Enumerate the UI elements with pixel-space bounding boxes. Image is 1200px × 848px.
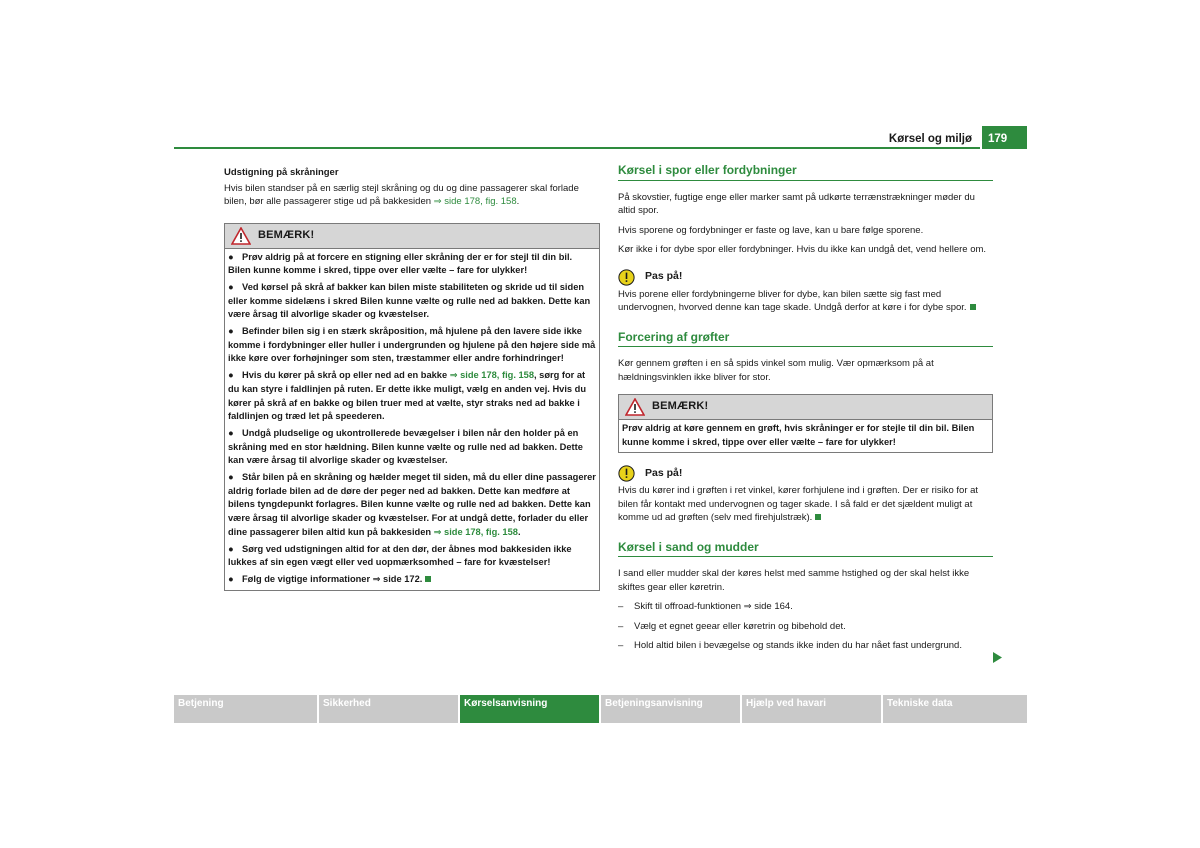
bullet-reference-link[interactable]: ⇒ side 178, fig. 158 xyxy=(449,370,535,381)
warning-bullet: ● Undgå pludselige og ukontrollerede bevægelser i bilen når den holder på en skråning med en stor hældning. Bilen kunne vælte og rulle ned ad bakken. Dette kan være årsag til alvorlige skader og kvæstelser. xyxy=(228,427,583,466)
section-heading-ditches: Forcering af grøfter xyxy=(618,331,993,348)
chapter-title: Kørsel og miljø xyxy=(888,133,972,145)
tab-betjeningsanvisning[interactable]: Betjeningsanvisning xyxy=(601,695,740,723)
subheading-exit-on-slopes: Udstigning på skråninger xyxy=(224,167,339,178)
section-heading-ruts: Kørsel i spor eller fordybninger xyxy=(618,164,993,181)
list-item: – Skift til offroad-funktionen ⇒ side 164. xyxy=(618,601,793,613)
tab-korselsanvisning[interactable]: Kørselsanvisning xyxy=(460,695,599,723)
caution-text: Hvis du kører ind i grøften i ret vinkel, kører forhjulene ind i grøften. Der er risiko for at bilen får kontakt med undervognen og tager skade. I så fald er det sjældent muligt at komme ud ad grøften (selv med firehjulstræk). xyxy=(618,485,979,524)
bullet-reference-link[interactable]: ⇒ side 178, fig. 158 xyxy=(433,526,518,537)
end-marker-icon xyxy=(425,576,431,582)
paragraph: Kør gennem grøften i en så spids vinkel som mulig. Vær opmærksom på at hældningsvinklen ikke bliver for stor. xyxy=(618,358,934,383)
bullet-icon: ● xyxy=(228,370,234,381)
warning-bullet: ● Prøv aldrig på at forcere en stigning eller skråning der er for stejl til din bil. Bilen kunne komme i skred, tippe over eller vælte – fare for ulykker! xyxy=(228,251,573,276)
list-item: – Hold altid bilen i bevægelse og stands ikke inden du har nået fast undergrund. xyxy=(618,640,962,652)
warning-triangle-icon xyxy=(231,227,251,245)
list-item: – Vælg et egnet geear eller køretrin og bibehold det. xyxy=(618,620,846,632)
caution-header xyxy=(618,269,993,286)
warning-bullet: ● Hvis du kører på skrå op eller ned ad en bakke ⇒ side 178, fig. 158, sørg for at du kan styre i faldlinjen på ruten. Er dette ikke muligt, vælg en anden vej. Hvis du kører på skrå af en bakke og bilen truer med at vælte, styr straks ned ad bakke i faldlinjen og træd let på speederen. xyxy=(228,370,587,422)
end-marker-icon xyxy=(970,304,976,310)
right-column xyxy=(618,164,993,659)
bullet-icon: ● xyxy=(228,251,234,262)
warning-body: Prøv aldrig at køre gennem en grøft, hvis skråninger er for stejle til din bil. Bilen kunne komme i skred, tippe over eller vælte – fare for ulykker! xyxy=(622,423,975,447)
bullet-icon: ● xyxy=(228,281,234,292)
bullet-icon: ● xyxy=(228,543,234,554)
end-marker-icon xyxy=(815,514,821,520)
warning-bullet: ● Står bilen på en skråning og hælder meget til siden, må du eller dine passagerer aldrig forlade bilen ad de døre der peger ned ad bakken. Dette kan medføre at bilens tyngdepunkt forlagres. Bilen kunne vælte og rulle ned ad bakken. Dette kan være årsag til alvorlige skader og kvæstelser. For at undgå dette, forlader du eller dine passagerer bilen altid kun på bakkesiden ⇒ side 178, fig. 158. xyxy=(228,472,596,537)
warning-box xyxy=(618,394,993,453)
section-heading-sand-mud: Kørsel i sand og mudder xyxy=(618,541,993,558)
intro-paragraph: Hvis bilen standser på en særlig stejl skråning og du og dine passagerer skal forlade bilen, bør alle passagerer stige ud på bakkesiden ⇒ side 178, fig. 158. xyxy=(224,182,579,207)
caution-label: Pas på! xyxy=(645,467,683,480)
paragraph: Hvis sporene og fordybninger er faste og lave, kan u bare følge sporene. xyxy=(618,224,924,236)
chapter-tabs xyxy=(174,695,1027,723)
warning-triangle-icon xyxy=(625,398,645,416)
warning-label: BEMÆRK! xyxy=(258,228,315,241)
paragraph: I sand eller mudder skal der køres helst med samme hstighed og der skal helst ikke skiftes gear eller køretrin. xyxy=(618,568,970,593)
warning-header xyxy=(225,224,599,249)
warning-box xyxy=(224,223,600,591)
left-column xyxy=(224,166,600,591)
bullet-icon: ● xyxy=(228,573,234,584)
warning-bullet: ● Sørg ved udstigningen altid for at den dør, der åbnes mod bakkesiden ikke lukkes af sin egen vægt eller ved uopmærksomhed – fare for kvæstelser! xyxy=(228,543,572,568)
warning-header xyxy=(619,395,992,420)
tab-tekniske-data[interactable]: Tekniske data xyxy=(883,695,1027,723)
bullet-icon: ● xyxy=(228,472,234,483)
header-rule xyxy=(174,147,980,149)
tab-sikkerhed[interactable]: Sikkerhed xyxy=(319,695,458,723)
warning-label: BEMÆRK! xyxy=(652,400,709,413)
caution-text: Hvis porene eller fordybningerne bliver for dybe, kan bilen sætte sig fast med undervognen, hvorved denne kan tage skade. Undgå derfor at køre i for dybe spor. xyxy=(618,288,993,315)
tab-hjaelp-ved-havari[interactable]: Hjælp ved havari xyxy=(742,695,881,723)
warning-bullet: ● Befinder bilen sig i en stærk skråposition, må hjulene på den lavere side ikke komme i fordybninger eller huller i undergrunden og hjulene på den højere side må ikke køre over forhøjninger som sten, træstammer eller andre forhindringer! xyxy=(228,326,596,364)
bullet-icon: ● xyxy=(228,427,234,438)
caution-exclamation-icon xyxy=(618,269,635,286)
page-number: 179 xyxy=(982,126,1027,149)
continue-arrow-icon[interactable] xyxy=(993,652,1002,663)
paragraph: På skovstier, fugtige enge eller marker samt på udkørte terrænstrækninger møder du altid spor. xyxy=(618,191,975,216)
bullet-icon: ● xyxy=(228,326,234,337)
intro-reference-link[interactable]: ⇒ side 178, fig. 158 xyxy=(433,196,517,207)
tab-betjening[interactable]: Betjening xyxy=(174,695,317,723)
warning-bullet: ● Følg de vigtige informationer ⇒ side 172. xyxy=(228,573,596,587)
caution-header xyxy=(618,465,993,482)
warning-bullet: ● Ved kørsel på skrå af bakker kan bilen miste stabiliteten og skride ud til siden eller komme sidelæns i skred Bilen kunne vælte og rulle ned ad bakken. Dette kan være årsag til alvorlige skader og kvæstelser. xyxy=(228,281,591,320)
caution-exclamation-icon xyxy=(618,465,635,482)
caution-label: Pas på! xyxy=(645,270,683,283)
paragraph: Kør ikke i for dybe spor eller fordybninger. Hvis du ikke kan undgå det, vend hellere om. xyxy=(618,244,987,255)
warning-body xyxy=(225,249,599,590)
